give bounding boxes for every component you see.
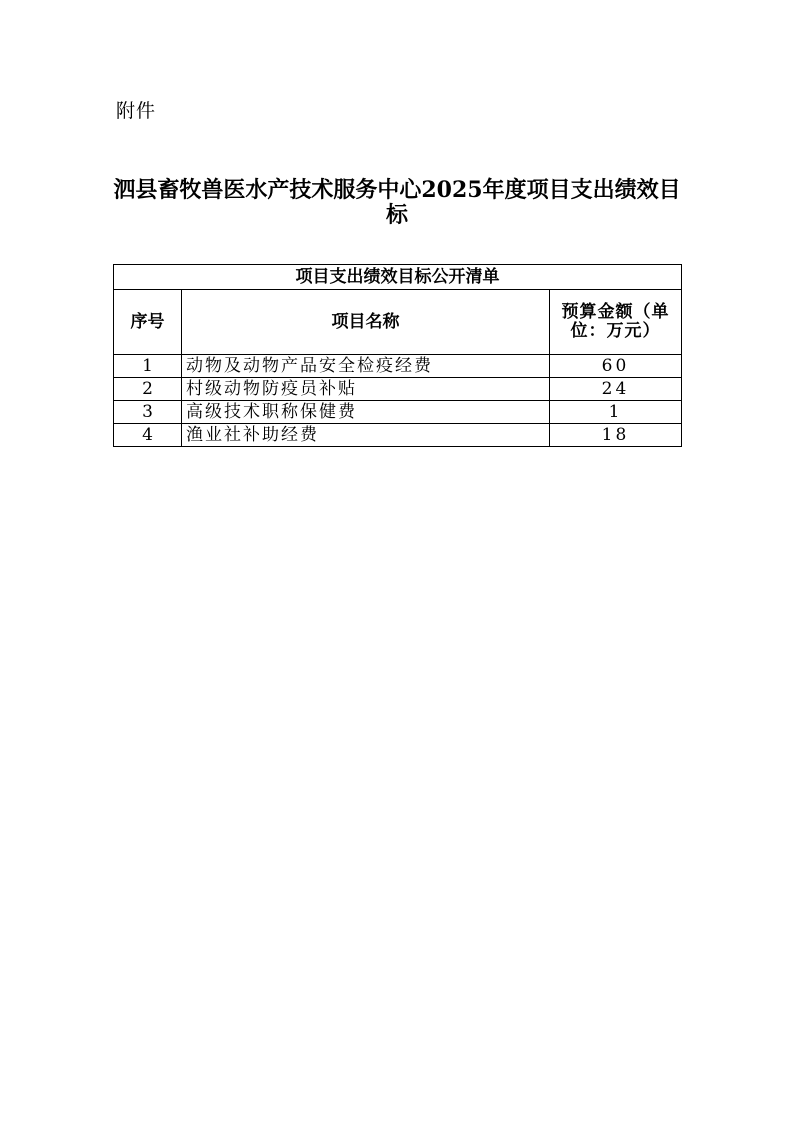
row-amount: 1 (550, 401, 682, 424)
row-amount: 18 (550, 424, 682, 447)
row-seq: 1 (114, 355, 182, 378)
row-name: 村级动物防疫员补贴 (182, 378, 550, 401)
row-name: 高级技术职称保健费 (182, 401, 550, 424)
row-amount: 60 (550, 355, 682, 378)
row-amount: 24 (550, 378, 682, 401)
table-header-row (114, 290, 682, 355)
table-row (114, 378, 682, 401)
table-row (114, 401, 682, 424)
row-seq: 3 (114, 401, 182, 424)
header-amount: 预算金额（单位：万元） (550, 290, 682, 355)
budget-table (113, 264, 682, 447)
header-name: 项目名称 (182, 290, 550, 355)
document-title: 泗县畜牧兽医水产技术服务中心2025年度项目支出绩效目标 (113, 177, 681, 228)
row-seq: 2 (114, 378, 182, 401)
row-seq: 4 (114, 424, 182, 447)
attachment-label: 附件 (116, 100, 157, 122)
row-name: 动物及动物产品安全检疫经费 (182, 355, 550, 378)
header-seq: 序号 (114, 290, 182, 355)
table-caption: 项目支出绩效目标公开清单 (114, 265, 682, 290)
row-name: 渔业社补助经费 (182, 424, 550, 447)
table-row (114, 424, 682, 447)
table-row (114, 355, 682, 378)
